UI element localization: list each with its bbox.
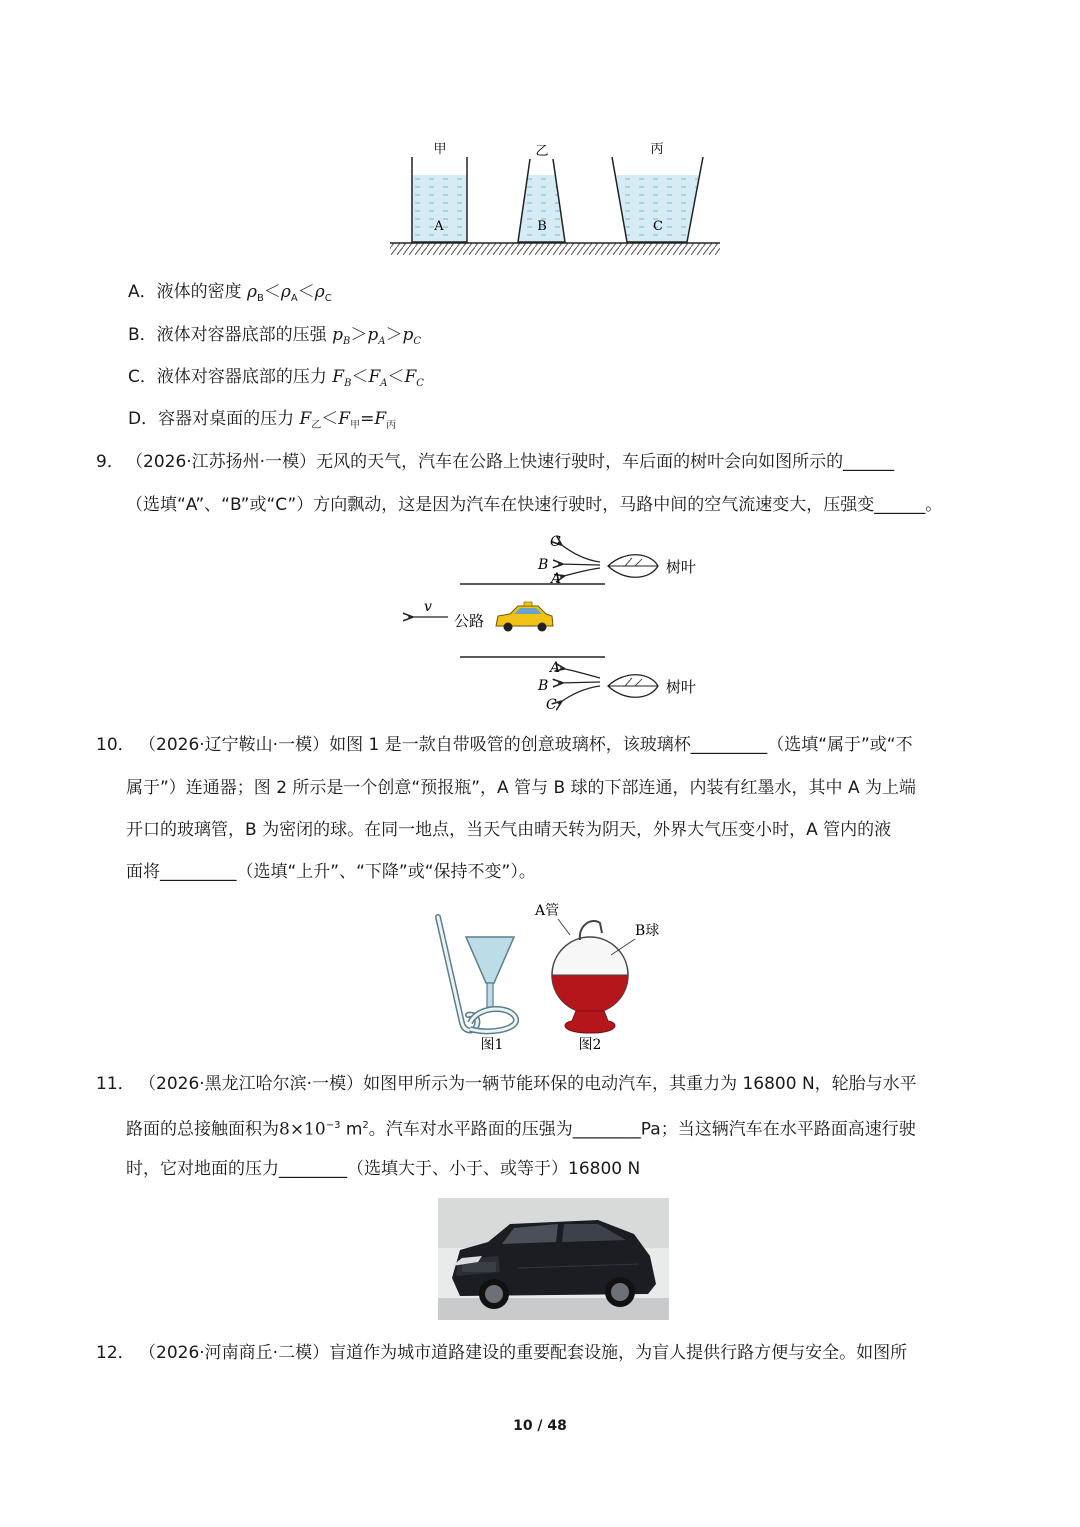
liquid-label-b: B (537, 219, 547, 234)
velocity-label: v (424, 599, 432, 615)
q10-line3: 开口的玻璃管，B 为密闭的球。在同一地点，当天气由晴天转为阴天，外界大气压变小时，A 管内的液 (126, 820, 892, 840)
caption-fig1: 图1 (480, 1037, 504, 1053)
top-arrow-b: B (538, 557, 549, 573)
leaf-label-bottom: 树叶 (666, 678, 697, 696)
option-d: D．容器对桌面的压力 $F_乙<F_甲=F_丙$ (128, 409, 397, 431)
q9-line1: （2026·江苏扬州·一模）无风的天气，汽车在公路上快速行驶时，车后面的树叶会向如图所示的______ (126, 452, 895, 472)
straw-glass-icon (438, 917, 516, 1031)
q10-line2: 属于”）连通器；图 2 所示是一个创意“预报瓶”，A 管与 B 球的下部连通，内装有红墨水，其中 A 为上端 (126, 778, 916, 798)
container-label-bing: 丙 (650, 142, 664, 157)
weather-bottle-icon (552, 919, 635, 1033)
q10-number: 10． (96, 735, 135, 755)
caption-fig2: 图2 (578, 1037, 602, 1053)
q11-line1: （2026·黑龙江哈尔滨·一模）如图甲所示为一辆节能环保的电动汽车，其重力为 16800 N，轮胎与水平 (139, 1074, 917, 1094)
q11-line3: 时，它对地面的压力________（选填大于、小于、或等于）16800 N (126, 1159, 641, 1179)
top-arrow-a: A (551, 571, 562, 587)
option-c: C．液体对容器底部的压力 $F_B<F_A<F_C$ (128, 367, 424, 389)
page-number: 10 / 48 (513, 1418, 567, 1434)
liquid-label-a: A (434, 219, 444, 234)
q12-number: 12． (96, 1343, 135, 1363)
ball-label: B球 (635, 923, 660, 939)
bottom-arrow-b: B (538, 678, 549, 694)
bottom-arrow-a: A (550, 660, 561, 676)
q11-line2: 路面的总接触面积为$8\times 10^{-3}$ $m^2$。汽车对水平路面的压强为________Pa；当这辆汽车在水平路面高速行驶 (126, 1119, 916, 1140)
liquid-label-c: C (653, 219, 663, 234)
road-label: 公路 (454, 612, 485, 630)
container-label-yi: 乙 (535, 144, 549, 159)
bottom-arrow-c: C (546, 697, 557, 712)
suv-photo (438, 1198, 669, 1320)
leaf-label-top: 树叶 (666, 558, 697, 576)
option-a: A．液体的密度 $\rho_B<\rho_A<\rho_C$ (128, 282, 332, 304)
road-figure (400, 532, 720, 712)
taxi-icon (496, 602, 553, 632)
q9-number: 9． (96, 452, 124, 472)
container-label-jia: 甲 (433, 142, 447, 157)
q12-line1: （2026·河南商丘·二模）盲道作为城市道路建设的重要配套设施，为盲人提供行路方便与安全。如图所 (139, 1343, 908, 1363)
bottles-figure (430, 895, 680, 1055)
q10-line4: 面将_________（选填“上升”、“下降”或“保持不变”）。 (126, 862, 536, 882)
q9-line2: （选填“A”、“B”或“C”）方向飘动，这是因为汽车在快速行驶时，马路中间的空气流速变大，压强变______。 (126, 495, 943, 515)
q10-line1: （2026·辽宁鞍山·一模）如图 1 是一款自带吸管的创意玻璃杯，该玻璃杯_________（选填“属于”或“不 (139, 735, 913, 755)
q11-number: 11． (96, 1074, 135, 1094)
option-b: B．液体对容器底部的压强 $p_B>p_A>p_C$ (128, 325, 421, 347)
top-arrow-c: C (550, 534, 561, 550)
containers-figure (385, 135, 725, 260)
tube-label: A管 (535, 903, 560, 919)
